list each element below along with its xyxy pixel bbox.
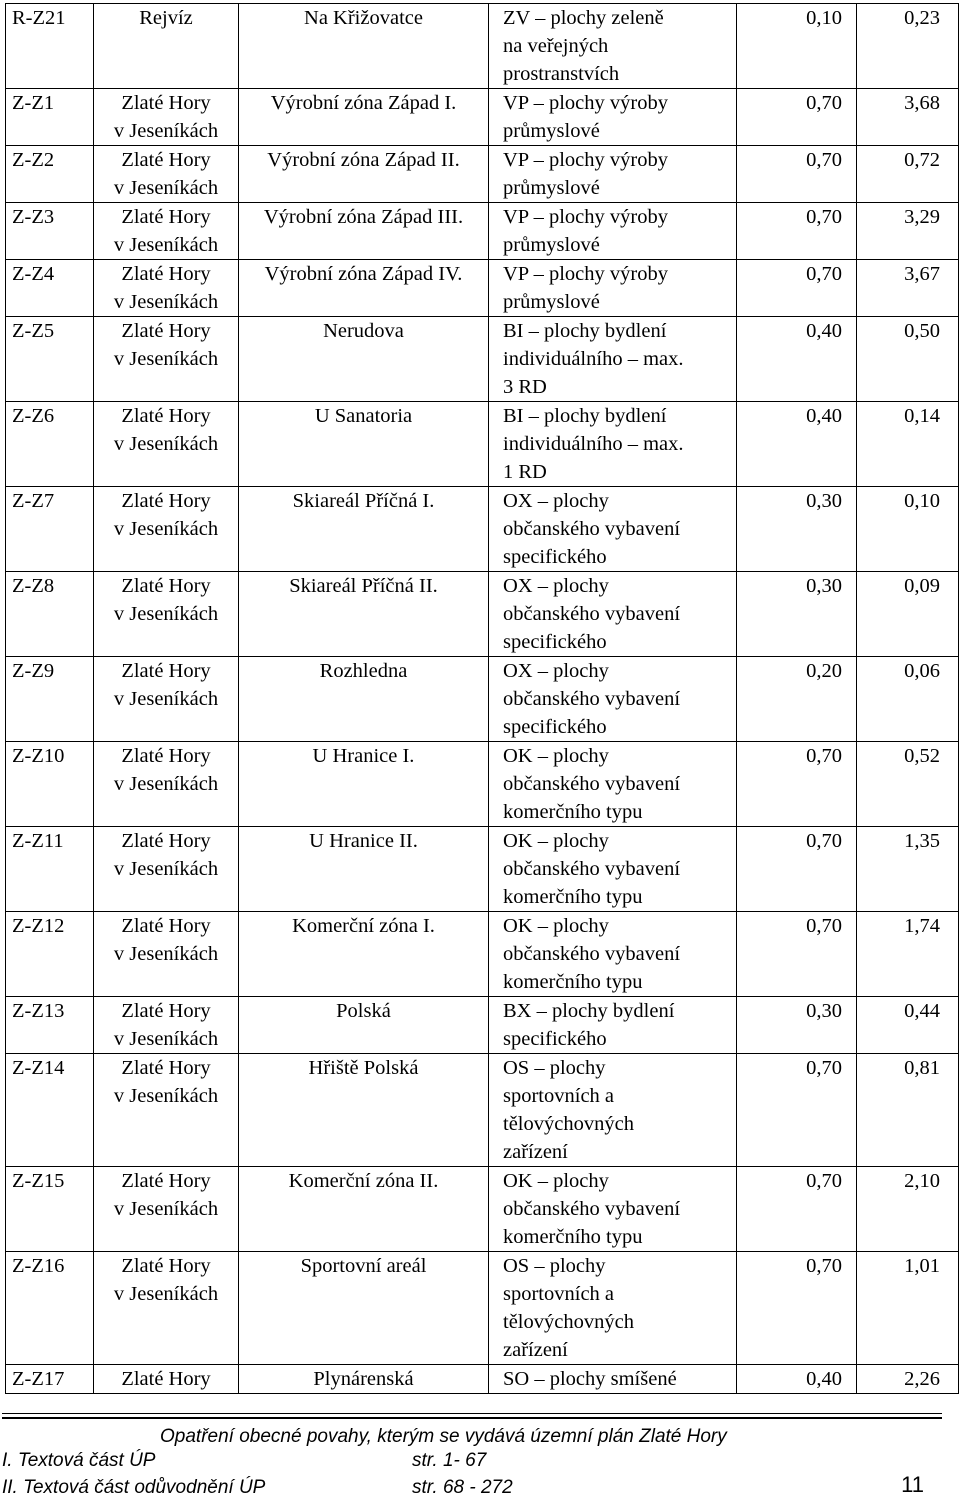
zone-area-cell: 0,81 bbox=[857, 1054, 959, 1167]
zone-code-cell: Z-Z11 bbox=[6, 827, 94, 912]
zone-location-line: Nerudova bbox=[323, 320, 404, 342]
zone-town-line: Zlaté Hory bbox=[121, 1000, 211, 1022]
zone-use-line: OX – plochy bbox=[503, 490, 609, 512]
zone-area-cell: 0,09 bbox=[857, 572, 959, 657]
zone-location-cell bbox=[239, 89, 489, 146]
page-number: 11 bbox=[901, 1472, 924, 1497]
zone-town-line: Zlaté Hory bbox=[121, 490, 211, 512]
zone-coefficient-cell: 0,70 bbox=[737, 146, 857, 203]
zone-area-cell: 1,01 bbox=[857, 1252, 959, 1365]
zone-use-line: občanského vybavení bbox=[503, 858, 681, 880]
zone-town-cell bbox=[94, 4, 239, 89]
zone-area-cell: 0,72 bbox=[857, 146, 959, 203]
zone-use-line: 3 RD bbox=[503, 376, 547, 398]
zone-town-cell bbox=[94, 742, 239, 827]
zone-location-line: Polská bbox=[336, 1000, 391, 1022]
table-row bbox=[6, 1365, 959, 1394]
zone-use-line: zařízení bbox=[503, 1339, 568, 1361]
zone-use-cell bbox=[489, 146, 737, 203]
zone-use-line: zařízení bbox=[503, 1141, 568, 1163]
zone-coefficient-cell: 0,70 bbox=[737, 89, 857, 146]
zone-use-cell bbox=[489, 657, 737, 742]
table-row bbox=[6, 1252, 959, 1365]
zone-coefficient-cell: 0,70 bbox=[737, 912, 857, 997]
zone-use-cell bbox=[489, 912, 737, 997]
zone-location-cell bbox=[239, 742, 489, 827]
table-row bbox=[6, 89, 959, 146]
zone-town-line: v Jeseníkách bbox=[113, 943, 219, 965]
zone-use-line: specifického bbox=[503, 546, 607, 568]
zone-location-cell bbox=[239, 1054, 489, 1167]
zone-use-line: 1 RD bbox=[503, 461, 547, 483]
zone-coefficient-cell: 0,70 bbox=[737, 260, 857, 317]
zone-town-cell bbox=[94, 1054, 239, 1167]
zone-use-line: BI – plochy bydlení bbox=[503, 405, 667, 427]
zone-use-line: komerčního typu bbox=[503, 971, 643, 993]
table-row bbox=[6, 203, 959, 260]
zone-town-line: Rejvíz bbox=[139, 7, 193, 29]
zone-use-line: ZV – plochy zeleně bbox=[503, 7, 664, 29]
footer-part2-pages: str. 68 - 272 bbox=[412, 1477, 513, 1498]
zone-town-cell bbox=[94, 203, 239, 260]
zone-town-line: v Jeseníkách bbox=[113, 1085, 219, 1107]
zone-use-line: OK – plochy bbox=[503, 745, 609, 767]
zone-use-line: komerčního typu bbox=[503, 1226, 643, 1248]
zone-location-line: Výrobní zóna Západ IV. bbox=[264, 263, 463, 285]
zone-use-line: tělovýchovných bbox=[503, 1311, 634, 1333]
zone-area-cell: 0,50 bbox=[857, 317, 959, 402]
zone-use-line: občanského vybavení bbox=[503, 943, 681, 965]
zone-town-line: Zlaté Hory bbox=[121, 206, 211, 228]
footer-part2-label: II. Textová část odůvodnění ÚP bbox=[2, 1477, 266, 1498]
zone-use-cell bbox=[489, 572, 737, 657]
zone-town-cell bbox=[94, 657, 239, 742]
zone-location-cell bbox=[239, 1252, 489, 1365]
zone-location-line: Komerční zóna I. bbox=[292, 915, 435, 937]
zone-use-cell bbox=[489, 1252, 737, 1365]
zone-location-line: Sportovní areál bbox=[300, 1255, 427, 1277]
zone-code-cell: Z-Z16 bbox=[6, 1252, 94, 1365]
zone-town-line: v Jeseníkách bbox=[113, 348, 219, 370]
zone-town-line: Zlaté Hory bbox=[121, 1255, 211, 1277]
zone-town-line: v Jeseníkách bbox=[113, 433, 219, 455]
zone-use-cell bbox=[489, 1365, 737, 1394]
zone-area-cell: 3,68 bbox=[857, 89, 959, 146]
zone-town-line: v Jeseníkách bbox=[113, 1283, 219, 1305]
zone-use-line: komerčního typu bbox=[503, 801, 643, 823]
zone-use-line: průmyslové bbox=[503, 291, 600, 313]
zone-coefficient-cell: 0,70 bbox=[737, 827, 857, 912]
zone-use-line: OS – plochy bbox=[503, 1057, 606, 1079]
zone-code-cell: R-Z21 bbox=[6, 4, 94, 89]
zone-town-line: v Jeseníkách bbox=[113, 177, 219, 199]
table-row bbox=[6, 657, 959, 742]
zone-town-cell bbox=[94, 1167, 239, 1252]
zone-use-cell bbox=[489, 4, 737, 89]
zone-use-cell bbox=[489, 997, 737, 1054]
zone-location-line: Komerční zóna II. bbox=[288, 1170, 439, 1192]
zone-town-line: v Jeseníkách bbox=[113, 858, 219, 880]
footer-part1-pages: str. 1- 67 bbox=[412, 1450, 487, 1471]
zone-use-line: tělovýchovných bbox=[503, 1113, 634, 1135]
zone-use-line: průmyslové bbox=[503, 234, 600, 256]
zone-location-cell bbox=[239, 657, 489, 742]
zone-coefficient-cell: 0,30 bbox=[737, 572, 857, 657]
zone-location-cell bbox=[239, 4, 489, 89]
zone-location-line: Na Křižovatce bbox=[304, 7, 423, 29]
zone-use-cell bbox=[489, 742, 737, 827]
zone-use-line: VP – plochy výroby bbox=[503, 92, 668, 114]
zone-area-cell: 2,26 bbox=[857, 1365, 959, 1394]
zone-use-line: VP – plochy výroby bbox=[503, 263, 668, 285]
zone-use-line: specifického bbox=[503, 631, 607, 653]
table-row bbox=[6, 997, 959, 1054]
zone-location-line: U Hranice I. bbox=[312, 745, 415, 767]
zone-location-line: Hřiště Polská bbox=[308, 1057, 419, 1079]
zone-town-line: Zlaté Hory bbox=[121, 745, 211, 767]
zone-location-cell bbox=[239, 260, 489, 317]
zone-location-cell bbox=[239, 912, 489, 997]
zone-code-cell: Z-Z5 bbox=[6, 317, 94, 402]
table-row bbox=[6, 317, 959, 402]
zone-use-cell bbox=[489, 317, 737, 402]
zone-town-line: v Jeseníkách bbox=[113, 603, 219, 625]
zone-use-line: komerčního typu bbox=[503, 886, 643, 908]
zone-code-cell: Z-Z3 bbox=[6, 203, 94, 260]
table-row bbox=[6, 402, 959, 487]
zone-code-cell: Z-Z15 bbox=[6, 1167, 94, 1252]
zone-town-cell bbox=[94, 317, 239, 402]
zone-use-cell bbox=[489, 487, 737, 572]
zone-use-line: občanského vybavení bbox=[503, 603, 681, 625]
zone-location-cell bbox=[239, 146, 489, 203]
zone-location-line: Výrobní zóna Západ I. bbox=[270, 92, 457, 114]
zone-location-cell bbox=[239, 572, 489, 657]
zone-use-line: BI – plochy bydlení bbox=[503, 320, 667, 342]
zone-location-cell bbox=[239, 1167, 489, 1252]
zone-use-line: OS – plochy bbox=[503, 1255, 606, 1277]
zone-coefficient-cell: 0,30 bbox=[737, 487, 857, 572]
zone-coefficient-cell: 0,30 bbox=[737, 997, 857, 1054]
table-row bbox=[6, 487, 959, 572]
footer-title: Opatření obecné povahy, kterým se vydává územní plán Zlaté Hory bbox=[160, 1426, 727, 1447]
zone-use-cell bbox=[489, 203, 737, 260]
zone-location-line: U Sanatoria bbox=[314, 405, 413, 427]
zone-use-line: občanského vybavení bbox=[503, 773, 681, 795]
zone-town-line: Zlaté Hory bbox=[121, 1368, 211, 1390]
zone-coefficient-cell: 0,20 bbox=[737, 657, 857, 742]
zone-coefficient-cell: 0,40 bbox=[737, 1365, 857, 1394]
zone-coefficient-cell: 0,70 bbox=[737, 1252, 857, 1365]
zone-use-line: BX – plochy bydlení bbox=[503, 1000, 675, 1022]
zone-coefficient-cell: 0,10 bbox=[737, 4, 857, 89]
zone-use-line: OX – plochy bbox=[503, 575, 609, 597]
zone-town-cell bbox=[94, 827, 239, 912]
zone-location-line: Skiareál Příčná I. bbox=[292, 490, 435, 512]
zone-use-line: individuálního – max. bbox=[503, 433, 684, 455]
zone-town-cell bbox=[94, 572, 239, 657]
zone-use-cell bbox=[489, 89, 737, 146]
zone-area-cell: 3,67 bbox=[857, 260, 959, 317]
table-row bbox=[6, 4, 959, 89]
zone-use-line: individuálního – max. bbox=[503, 348, 684, 370]
zone-code-cell: Z-Z12 bbox=[6, 912, 94, 997]
zone-town-line: Zlaté Hory bbox=[121, 320, 211, 342]
zone-coefficient-cell: 0,40 bbox=[737, 317, 857, 402]
zone-use-cell bbox=[489, 1054, 737, 1167]
zone-use-line: SO – plochy smíšené bbox=[503, 1368, 677, 1390]
zone-code-cell: Z-Z6 bbox=[6, 402, 94, 487]
zone-location-cell bbox=[239, 487, 489, 572]
zone-area-cell: 1,35 bbox=[857, 827, 959, 912]
zone-town-line: v Jeseníkách bbox=[113, 120, 219, 142]
zone-town-line: v Jeseníkách bbox=[113, 773, 219, 795]
zone-area-cell: 1,74 bbox=[857, 912, 959, 997]
zone-area-cell: 0,10 bbox=[857, 487, 959, 572]
zone-area-cell: 0,14 bbox=[857, 402, 959, 487]
zone-use-line: prostranstvích bbox=[503, 63, 620, 85]
zone-coefficient-cell: 0,70 bbox=[737, 742, 857, 827]
zone-area-cell: 0,52 bbox=[857, 742, 959, 827]
zone-town-cell bbox=[94, 997, 239, 1054]
zone-town-cell bbox=[94, 1252, 239, 1365]
zone-use-line: sportovních a bbox=[503, 1085, 615, 1107]
zone-town-line: Zlaté Hory bbox=[121, 149, 211, 171]
zone-area-cell: 0,06 bbox=[857, 657, 959, 742]
zone-location-line: Plynárenská bbox=[313, 1368, 414, 1390]
zone-location-cell bbox=[239, 317, 489, 402]
zones-table bbox=[5, 3, 959, 1394]
zone-code-cell: Z-Z14 bbox=[6, 1054, 94, 1167]
zone-coefficient-cell: 0,70 bbox=[737, 203, 857, 260]
zone-use-line: OX – plochy bbox=[503, 660, 609, 682]
zone-use-line: občanského vybavení bbox=[503, 688, 681, 710]
zone-town-line: Zlaté Hory bbox=[121, 92, 211, 114]
zone-coefficient-cell: 0,70 bbox=[737, 1167, 857, 1252]
zone-town-line: Zlaté Hory bbox=[121, 263, 211, 285]
zone-use-cell bbox=[489, 402, 737, 487]
zone-area-cell: 0,44 bbox=[857, 997, 959, 1054]
zone-town-line: Zlaté Hory bbox=[121, 405, 211, 427]
zone-code-cell: Z-Z8 bbox=[6, 572, 94, 657]
zone-location-line: U Hranice II. bbox=[309, 830, 418, 852]
zone-use-line: OK – plochy bbox=[503, 1170, 609, 1192]
zone-location-line: Výrobní zóna Západ II. bbox=[267, 149, 460, 171]
footer-rule-thin bbox=[2, 1413, 942, 1414]
zone-use-line: specifického bbox=[503, 1028, 607, 1050]
zone-location-line: Výrobní zóna Západ III. bbox=[263, 206, 464, 228]
zone-town-line: v Jeseníkách bbox=[113, 688, 219, 710]
table-row bbox=[6, 912, 959, 997]
zone-use-line: OK – plochy bbox=[503, 915, 609, 937]
zone-town-line: v Jeseníkách bbox=[113, 1028, 219, 1050]
zone-coefficient-cell: 0,70 bbox=[737, 1054, 857, 1167]
zone-use-line: občanského vybavení bbox=[503, 518, 681, 540]
zone-town-line: Zlaté Hory bbox=[121, 575, 211, 597]
zone-area-cell: 2,10 bbox=[857, 1167, 959, 1252]
zone-use-line: občanského vybavení bbox=[503, 1198, 681, 1220]
zone-town-line: v Jeseníkách bbox=[113, 518, 219, 540]
zone-location-cell bbox=[239, 1365, 489, 1394]
footer-rule-thick bbox=[2, 1417, 942, 1419]
table-row bbox=[6, 1167, 959, 1252]
zone-use-line: průmyslové bbox=[503, 177, 600, 199]
zone-area-cell: 0,23 bbox=[857, 4, 959, 89]
zone-town-cell bbox=[94, 912, 239, 997]
footer-part1-label: I. Textová část ÚP bbox=[2, 1450, 156, 1471]
table-row bbox=[6, 742, 959, 827]
zone-use-line: na veřejných bbox=[503, 35, 609, 57]
zone-code-cell: Z-Z1 bbox=[6, 89, 94, 146]
zone-location-cell bbox=[239, 827, 489, 912]
zone-town-cell bbox=[94, 487, 239, 572]
zone-location-cell bbox=[239, 997, 489, 1054]
zone-town-cell bbox=[94, 146, 239, 203]
zone-use-line: sportovních a bbox=[503, 1283, 615, 1305]
zone-location-cell bbox=[239, 402, 489, 487]
table-row bbox=[6, 1054, 959, 1167]
zone-use-line: OK – plochy bbox=[503, 830, 609, 852]
zone-town-line: Zlaté Hory bbox=[121, 1170, 211, 1192]
zone-town-line: Zlaté Hory bbox=[121, 660, 211, 682]
zone-use-line: VP – plochy výroby bbox=[503, 149, 668, 171]
zone-code-cell: Z-Z9 bbox=[6, 657, 94, 742]
zone-coefficient-cell: 0,40 bbox=[737, 402, 857, 487]
zone-town-cell bbox=[94, 89, 239, 146]
zone-code-cell: Z-Z7 bbox=[6, 487, 94, 572]
zone-use-line: VP – plochy výroby bbox=[503, 206, 668, 228]
zone-code-cell: Z-Z13 bbox=[6, 997, 94, 1054]
zone-use-cell bbox=[489, 260, 737, 317]
zone-code-cell: Z-Z10 bbox=[6, 742, 94, 827]
zone-town-line: Zlaté Hory bbox=[121, 915, 211, 937]
zone-town-line: v Jeseníkách bbox=[113, 1198, 219, 1220]
zone-use-cell bbox=[489, 827, 737, 912]
zone-town-cell bbox=[94, 1365, 239, 1394]
zone-town-line: v Jeseníkách bbox=[113, 291, 219, 313]
zone-town-line: Zlaté Hory bbox=[121, 830, 211, 852]
zone-use-line: specifického bbox=[503, 716, 607, 738]
zone-town-line: v Jeseníkách bbox=[113, 234, 219, 256]
zone-use-cell bbox=[489, 1167, 737, 1252]
zone-town-line: Zlaté Hory bbox=[121, 1057, 211, 1079]
table-row bbox=[6, 146, 959, 203]
zone-location-line: Rozhledna bbox=[319, 660, 408, 682]
zone-code-cell: Z-Z17 bbox=[6, 1365, 94, 1394]
table-row bbox=[6, 260, 959, 317]
zone-town-cell bbox=[94, 260, 239, 317]
zone-location-cell bbox=[239, 203, 489, 260]
table-row bbox=[6, 827, 959, 912]
zone-code-cell: Z-Z2 bbox=[6, 146, 94, 203]
zone-area-cell: 3,29 bbox=[857, 203, 959, 260]
zone-town-cell bbox=[94, 402, 239, 487]
zone-use-line: průmyslové bbox=[503, 120, 600, 142]
zones-table-body bbox=[6, 4, 959, 1394]
zone-location-line: Skiareál Příčná II. bbox=[289, 575, 438, 597]
zone-code-cell: Z-Z4 bbox=[6, 260, 94, 317]
table-row bbox=[6, 572, 959, 657]
